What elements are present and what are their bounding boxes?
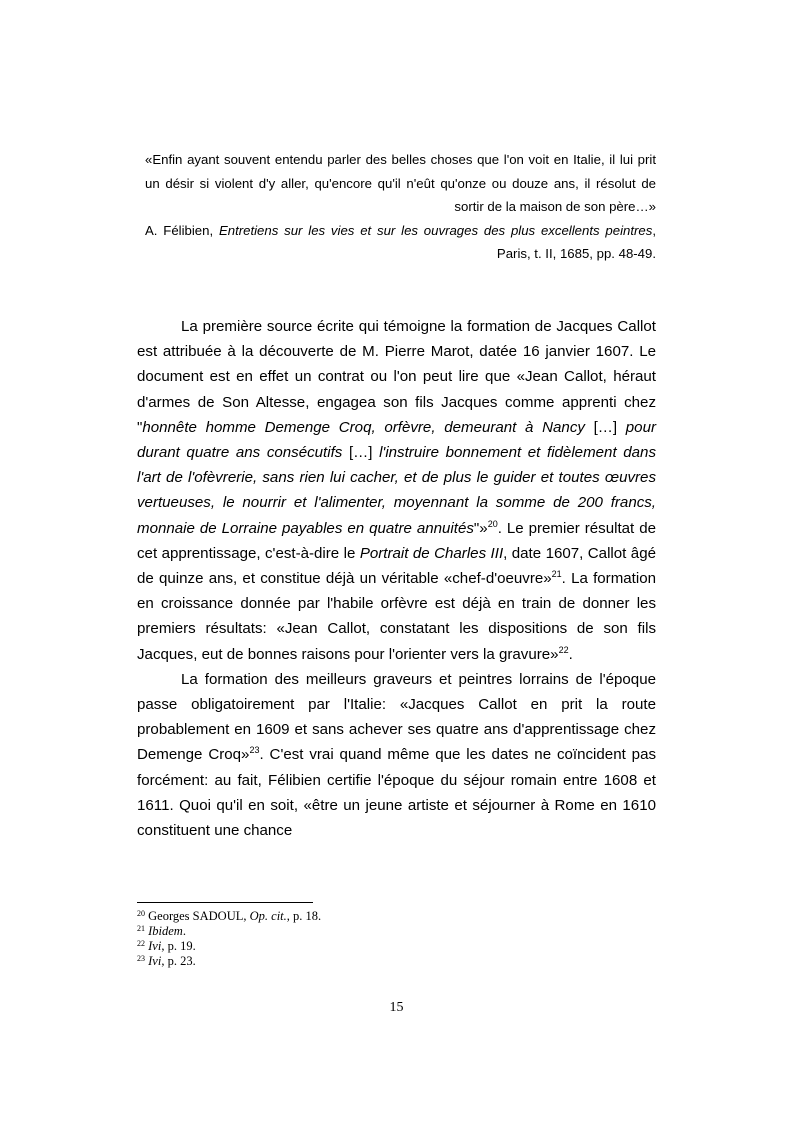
footnote-separator: [137, 902, 313, 903]
epigraph-quote-line: sortir de la maison de son père…»: [454, 199, 656, 214]
epigraph-source-title-end: ,: [652, 222, 656, 238]
footnote: [137, 924, 656, 939]
paragraph: [137, 314, 656, 667]
epigraph-quote-line: «Enfin ayant souvent entendu parler des belles choses que l'on voit en Italie, il lui prit: [145, 152, 656, 167]
text-run: "»: [473, 519, 488, 537]
footnote-text: Georges SADOUL,: [148, 909, 250, 923]
footnote-text: .: [182, 924, 186, 938]
text-run: . C'est vrai quand même que les dates ne coïncident pas forcément: au fait, Félibien certifie l'époque du séjour romain entre 1608 et 1611. Quoi qu'il en soit, «être un jeune artiste et séjourner à Rome en 1610 constituent une chance: [137, 746, 657, 840]
italic-run: honnête homme Demenge Croq, orfèvre, demeurant à Nancy: [142, 418, 585, 436]
paragraph: [137, 667, 656, 843]
footnote-text: , p. 23.: [161, 954, 196, 968]
footnote-ref[interactable]: 22: [558, 644, 569, 655]
footnote-italic: Ivi: [148, 954, 162, 968]
italic-run: pour durant quatre ans consécutifs: [137, 418, 656, 462]
epigraph-source-title: Entretiens sur les vies et sur les ouvrages des plus excellents peintres: [218, 222, 653, 238]
footnote-italic: Ibidem: [148, 924, 183, 938]
footnote-number: 23: [137, 954, 145, 963]
footnotes: [137, 909, 656, 969]
text-run: La formation des meilleurs graveurs et peintres lorrains de l'époque passe obligatoirement par l'Italie: «Jacques Callot en prit la route probablement en 1609 et sans achever ses quatre ans d'apprentissage chez Demenge Croq»: [137, 670, 656, 764]
footnote-ref[interactable]: 23: [249, 745, 260, 756]
footnote-italic: Op. cit.: [249, 909, 287, 923]
footnote: [137, 909, 656, 924]
footnote-number: 20: [137, 909, 145, 918]
italic-run: l'instruire bonnement et fidèlement dans l'art de l'ofèvrerie, sans rien lui cacher, et de plus le guider et toutes œuvres vertueuses, le nourrir et l'alimenter, moyennant la somme de 200 francs, monnaie de Lorraine payables en quatre annuités: [137, 444, 656, 537]
text-run: […]: [584, 418, 626, 436]
footnote-ref[interactable]: 21: [551, 569, 562, 580]
footnote-ref[interactable]: 20: [487, 518, 498, 529]
text-run: . Le premier résultat de cet apprentissage, c'est-à-dire le: [137, 519, 656, 562]
epigraph: [145, 148, 656, 266]
text-run: La première source écrite qui témoigne la formation de Jacques Callot est attribuée à la découverte de M. Pierre Marot, datée 16 janvier 1607. Le document est en effet un contrat ou l'on peut lire que «Jean Callot, héraut d'armes de Son Altesse, engagea son fils Jacques comme apprenti chez ": [137, 318, 656, 436]
footnote: [137, 954, 656, 969]
text-run: . La formation en croissance donnée par l'habile orfèvre est déjà en train de donner les premiers résultats: «Jean Callot, constatant les dispositions de son fils Jacques, eut de bonnes raisons pour l'orienter vers la gravure»: [137, 570, 656, 663]
footnote: [137, 939, 656, 954]
italic-run: Portrait de Charles III: [359, 544, 504, 562]
epigraph-source-details: Paris, t. II, 1685, pp. 48-49.: [496, 246, 656, 261]
epigraph-quote-line: un désir si violent d'y aller, qu'encore qu'il n'eût qu'onze ou douze ans, il résolut de: [145, 175, 656, 191]
footnote-number: 21: [137, 924, 145, 933]
text-run: […]: [342, 444, 380, 462]
footnote-text: , p. 19.: [161, 939, 196, 953]
epigraph-source-author: A. Félibien,: [145, 222, 219, 238]
text-run: , date 1607, Callot âgé de quinze ans, et constitue déjà un véritable «chef-d'oeuvre»: [137, 544, 656, 588]
footnote-text: , p. 18.: [286, 909, 322, 923]
page-number: 15: [389, 1000, 404, 1015]
footnote-italic: Ivi: [148, 939, 162, 953]
epigraph-source: [145, 219, 656, 243]
body-text: [137, 314, 656, 843]
footnote-number: 22: [137, 939, 145, 948]
text-run: .: [568, 645, 573, 663]
